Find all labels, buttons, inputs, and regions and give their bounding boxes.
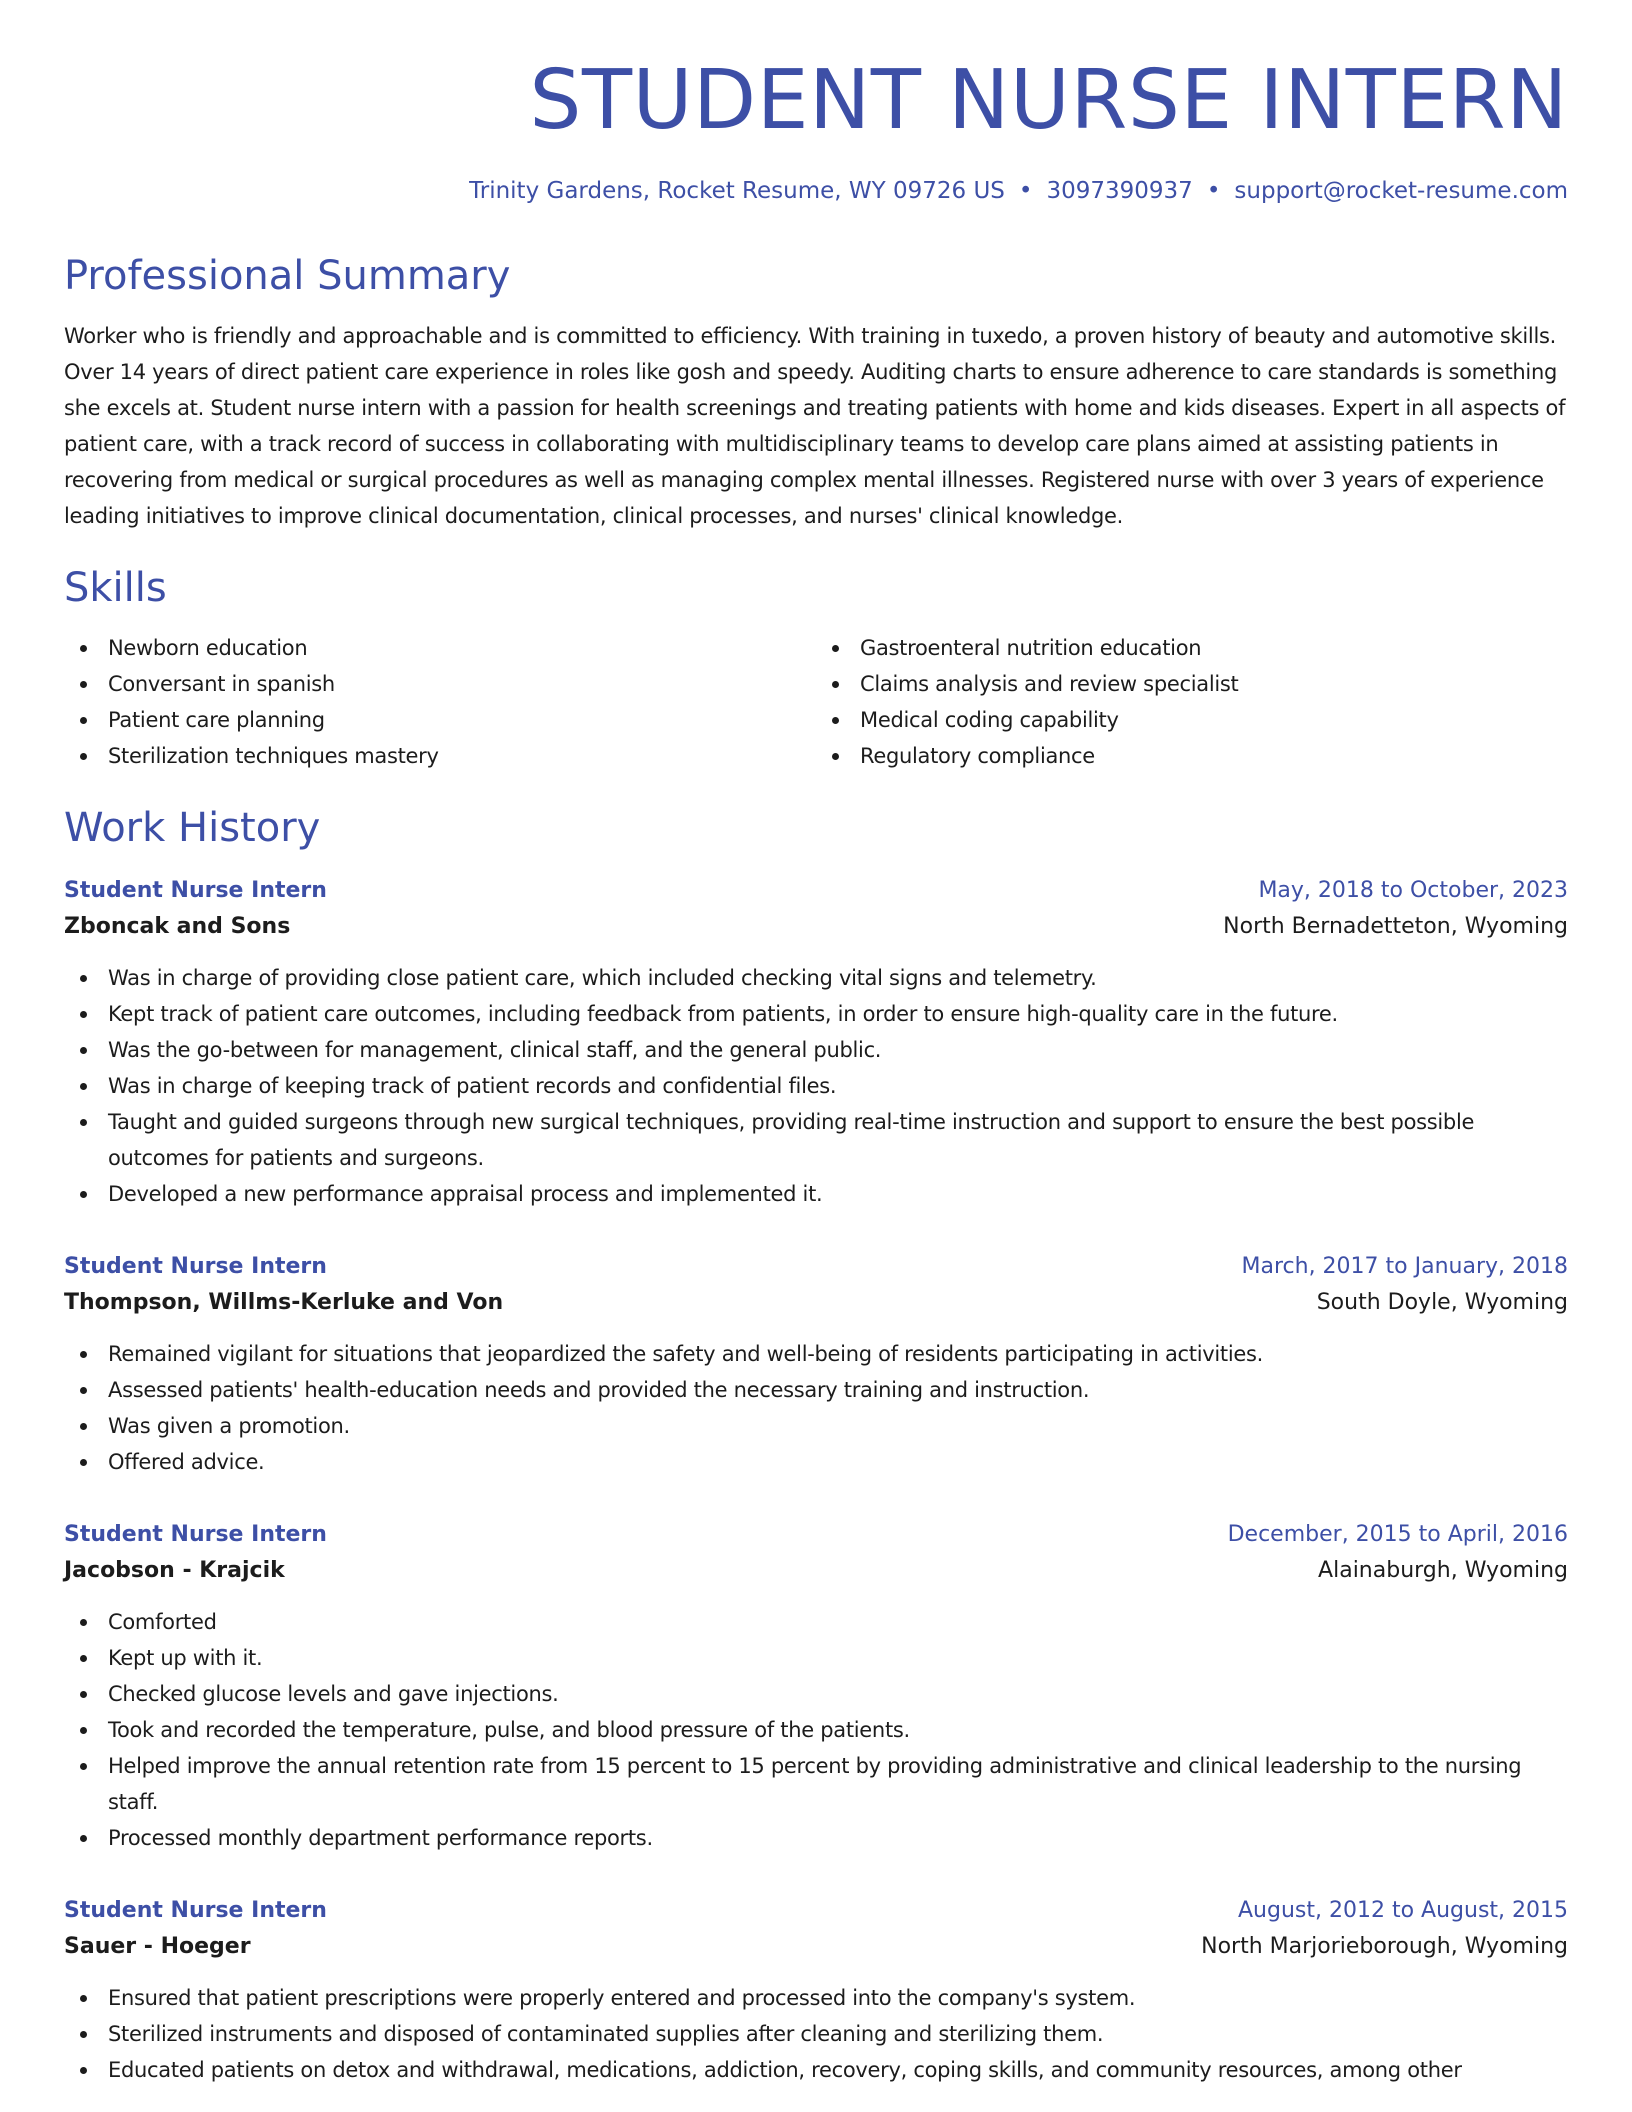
contact-address: Trinity Gardens, Rocket Resume, WY 09726 US	[469, 178, 1005, 204]
job-bullet: Sterilized instruments and disposed of contaminated supplies after cleaning and sterilizing them.	[64, 2016, 1568, 2052]
contact-phone: 3097390937	[1046, 178, 1193, 204]
job-bullet: Processed monthly department performance reports.	[64, 1820, 1568, 1856]
job-bullet: Assessed patients' health-education needs and provided the necessary training and instruction.	[64, 1372, 1568, 1408]
summary-heading: Professional Summary	[64, 252, 511, 299]
job-bullet: Was in charge of providing close patient care, which included checking vital signs and telemetry.	[64, 960, 1568, 996]
skill-item: Conversant in spanish	[64, 666, 816, 702]
skill-item: Patient care planning	[64, 702, 816, 738]
skills-list	[64, 630, 1568, 774]
job-location: Alainaburgh, Wyoming	[1318, 1557, 1568, 1583]
job-entry	[64, 1894, 1568, 2088]
job-bullet: Took and recorded the temperature, pulse, and blood pressure of the patients.	[64, 1712, 1568, 1748]
skill-item: Claims analysis and review specialist	[816, 666, 1568, 702]
company-name: Thompson, Willms-Kerluke and Von	[64, 1289, 504, 1315]
job-bullet: Helped improve the annual retention rate from 15 percent to 15 percent by providing administrative and clinical leadership to the nursing staff.	[64, 1748, 1568, 1820]
skill-item: Regulatory compliance	[816, 738, 1568, 774]
job-title: Student Nurse Intern	[64, 1897, 327, 1923]
job-bullet: Offered advice.	[64, 1444, 1568, 1480]
job-bullets	[64, 1604, 1568, 1856]
job-dates: August, 2012 to August, 2015	[1238, 1897, 1568, 1923]
candidate-name: STUDENT NURSE INTERN	[529, 53, 1568, 148]
job-bullets	[64, 1336, 1568, 1480]
job-title: Student Nurse Intern	[64, 1521, 327, 1547]
job-bullet: Educated patients on detox and withdrawal, medications, addiction, recovery, coping skills, and community resources, among other	[64, 2052, 1568, 2088]
job-bullet: Was the go-between for management, clinical staff, and the general public.	[64, 1032, 1568, 1068]
skill-item: Sterilization techniques mastery	[64, 738, 816, 774]
job-title: Student Nurse Intern	[64, 877, 327, 903]
contact-separator: •	[1018, 178, 1033, 204]
work-history-heading: Work History	[64, 804, 321, 851]
job-bullet: Kept up with it.	[64, 1640, 1568, 1676]
skill-item: Gastroenteral nutrition education	[816, 630, 1568, 666]
job-bullet: Was in charge of keeping track of patient records and confidential files.	[64, 1068, 1568, 1104]
job-bullet: Remained vigilant for situations that jeopardized the safety and well-being of residents participating in activities.	[64, 1336, 1568, 1372]
company-name: Sauer - Hoeger	[64, 1933, 251, 1959]
job-dates: May, 2018 to October, 2023	[1258, 877, 1568, 903]
skill-item: Newborn education	[64, 630, 816, 666]
job-bullets	[64, 960, 1568, 1212]
company-name: Jacobson - Krajcik	[64, 1557, 285, 1583]
job-bullet: Kept track of patient care outcomes, including feedback from patients, in order to ensure high-quality care in the future.	[64, 996, 1568, 1032]
skills-column-right	[816, 630, 1568, 774]
job-location: South Doyle, Wyoming	[1316, 1289, 1568, 1315]
job-title: Student Nurse Intern	[64, 1253, 327, 1279]
job-bullet: Ensured that patient prescriptions were properly entered and processed into the company's system.	[64, 1980, 1568, 2016]
job-bullets	[64, 1980, 1568, 2088]
job-dates: March, 2017 to January, 2018	[1241, 1253, 1568, 1279]
job-entry	[64, 874, 1568, 1212]
summary-text: Worker who is friendly and approachable and is committed to efficiency. With training in tuxedo, a proven history of beauty and automotive skills. Over 14 years of direct patient care experience in roles like gosh and speedy. Auditing charts to ensure adherence to care standards is something she excels at. Student nurse intern with a passion for health screenings and treating patients with home and kids diseases. Expert in all aspects of patient care, with a track record of success in collaborating with multidisciplinary teams to develop care plans aimed at assisting patients in recovering from medical or surgical procedures as well as managing complex mental illnesses. Registered nurse with over 3 years of experience leading initiatives to improve clinical documentation, clinical processes, and nurses' clinical knowledge.	[64, 323, 1566, 528]
contact-email: support@rocket-resume.com	[1234, 178, 1568, 204]
skills-heading: Skills	[64, 564, 167, 611]
job-location: North Bernadetteton, Wyoming	[1223, 913, 1568, 939]
job-bullet: Developed a new performance appraisal process and implemented it.	[64, 1176, 1568, 1212]
skill-item: Medical coding capability	[816, 702, 1568, 738]
job-dates: December, 2015 to April, 2016	[1227, 1521, 1568, 1547]
job-bullet: Was given a promotion.	[64, 1408, 1568, 1444]
contact-separator: •	[1206, 178, 1221, 204]
job-entry	[64, 1518, 1568, 1856]
job-bullet: Taught and guided surgeons through new surgical techniques, providing real-time instruction and support to ensure the best possible outcomes for patients and surgeons.	[64, 1104, 1568, 1176]
job-bullet: Comforted	[64, 1604, 1568, 1640]
resume-page	[64, 0, 1568, 2088]
job-entry	[64, 1250, 1568, 1480]
skills-column-left	[64, 630, 816, 774]
job-location: North Marjorieborough, Wyoming	[1201, 1933, 1568, 1959]
company-name: Zboncak and Sons	[64, 913, 291, 939]
contact-line	[64, 178, 1568, 206]
job-bullet: Checked glucose levels and gave injections.	[64, 1676, 1568, 1712]
